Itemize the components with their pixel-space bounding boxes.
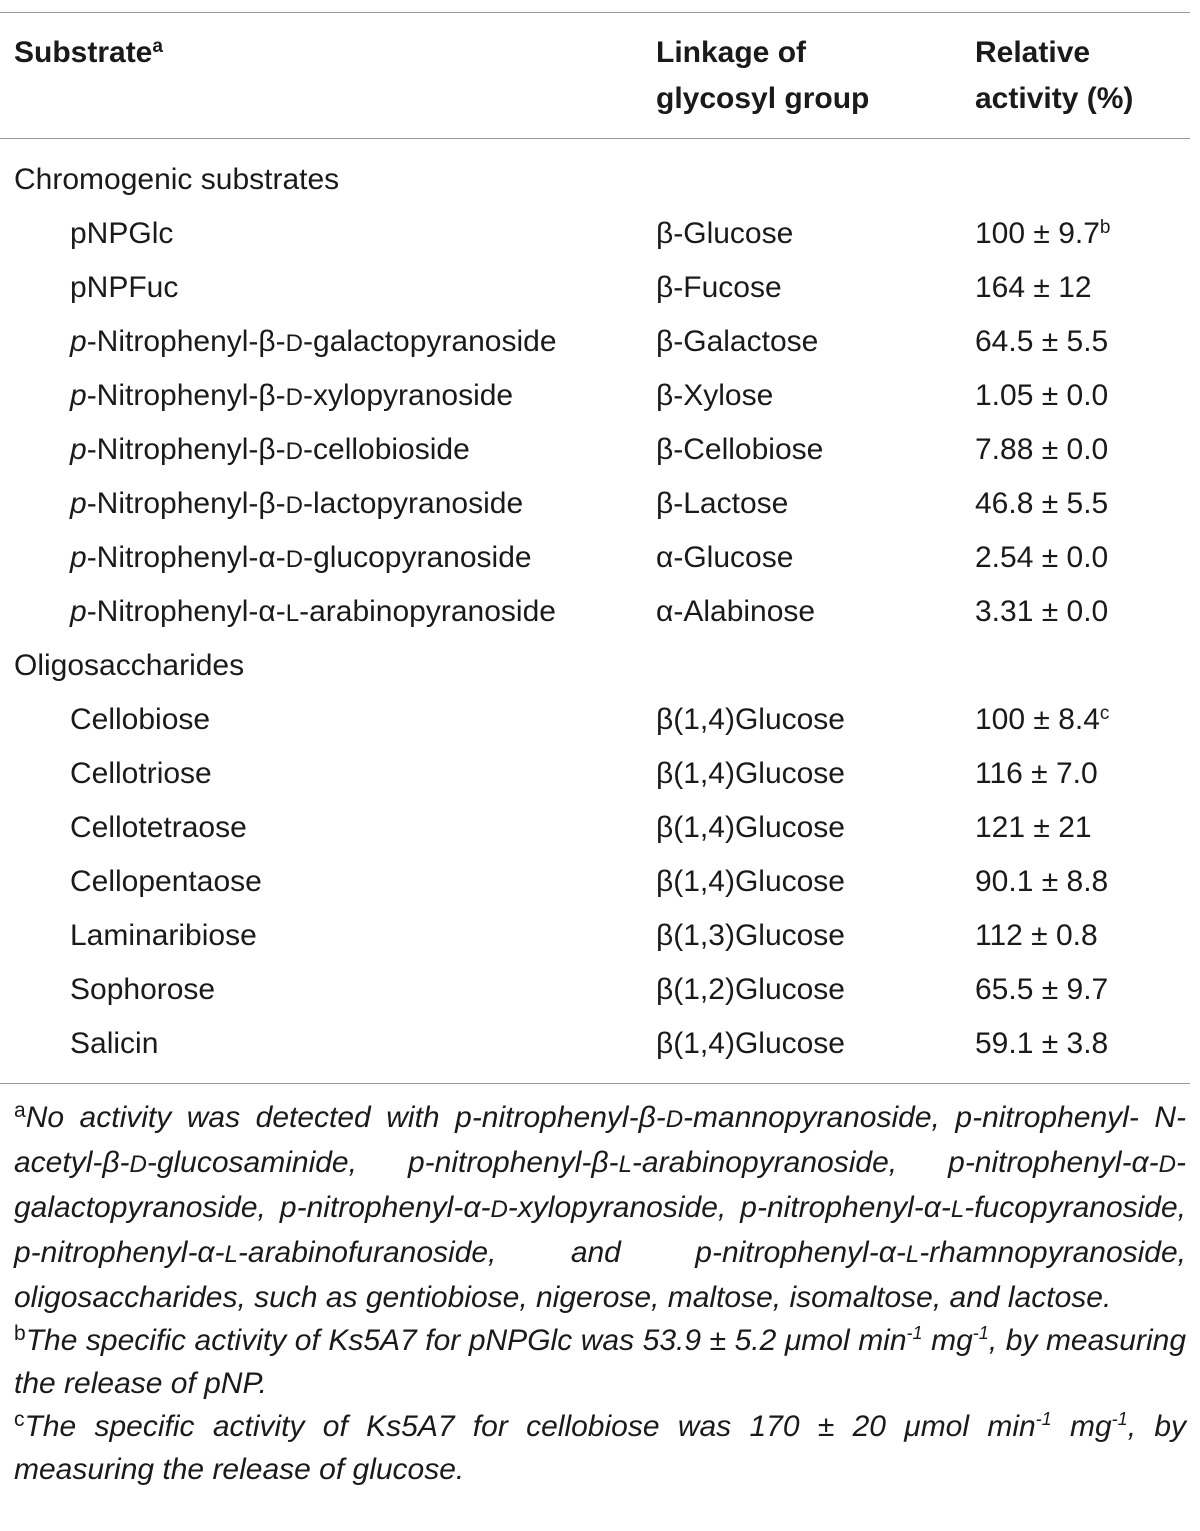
substrate-cell: Sophorose xyxy=(70,973,216,1006)
table-row xyxy=(0,261,1190,315)
substrate-prefix: p xyxy=(70,487,87,520)
table-row xyxy=(0,369,1190,423)
table-row xyxy=(0,855,1190,909)
configuration-letter: D xyxy=(285,384,304,411)
configuration-letter: D xyxy=(285,330,304,357)
footnote-a: $^a$No activity was detected with p-nitrophenyl-β-D-mannopyranoside, p-nitrophenyl- N-acetyl-β-D-glucosaminide, p-nitrophenyl-β-L-arabinopyranoside, p-nitrophenyl-α-D-galactopyranoside, p-nitrophenyl-α-D-xylopyranoside, p-nitrophenyl-α-L-fucopyranoside, p-nitrophenyl-α-L-arabinofuranoside, and p-nitrophenyl-α-L-rhamnopyranoside, oligosaccharides, such as gentiobiose, nigerose, maltose, isomaltose, and lactose. xyxy=(14,1099,1187,1314)
configuration-letter: D xyxy=(665,1106,684,1133)
superscript: -1 xyxy=(906,1323,923,1343)
linkage-cell: β-Fucose xyxy=(656,271,782,304)
linkage-cell: β(1,4)Glucose xyxy=(656,757,845,790)
section-row xyxy=(0,153,1190,207)
activity-cell: 2.54 ± 0.0 xyxy=(975,541,1109,574)
activity-cell: 100 ± 9.7$^b$ xyxy=(975,217,1111,250)
section-row xyxy=(0,639,1190,693)
linkage-cell: β(1,4)Glucose xyxy=(656,811,845,844)
activity-cell: 65.5 ± 9.7 xyxy=(975,973,1109,1006)
activity-cell: 116 ± 7.0 xyxy=(975,757,1098,790)
linkage-cell: α-Alabinose xyxy=(656,595,816,628)
footnote-c: $^c$The specific activity of Ks5A7 for cellobiose was 170 ± 20 μmol $\min^{-1} mg^{-1}$, by measuring the release of glucose. xyxy=(14,1408,1187,1486)
substrate-cell: p-Nitrophenyl-β-D-galactopyranoside xyxy=(70,325,557,358)
activity-cell: 64.5 ± 5.5 xyxy=(975,325,1109,358)
bottom-rule xyxy=(0,1083,1190,1084)
linkage-cell: β-Glucose xyxy=(656,217,794,250)
header-activity: Relative activity (%) xyxy=(975,36,1134,115)
substrate-prefix: p xyxy=(70,595,87,628)
superscript: -1 xyxy=(1035,1409,1052,1429)
activity-cell: 46.8 ± 5.5 xyxy=(975,487,1109,520)
linkage-cell: β-Galactose xyxy=(656,325,819,358)
activity-cell: 121 ± 21 xyxy=(975,811,1092,844)
activity-cell: 3.31 ± 0.0 xyxy=(975,595,1109,628)
top-rule xyxy=(0,12,1190,13)
section-title: Oligosaccharides xyxy=(14,649,245,682)
linkage-cell: α-Glucose xyxy=(656,541,794,574)
configuration-letter: D xyxy=(490,1196,508,1223)
footnotes xyxy=(14,1096,1186,1491)
header-substrate-footnote-mark: a xyxy=(152,36,163,57)
configuration-letter: D xyxy=(129,1151,147,1178)
activity-cell: 1.05 ± 0.0 xyxy=(975,379,1109,412)
linkage-cell: β-Xylose xyxy=(656,379,774,412)
configuration-letter: L xyxy=(285,600,300,627)
substrate-cell: pNPGlc xyxy=(70,217,174,250)
superscript: -1 xyxy=(1111,1409,1128,1429)
substrate-cell: p-Nitrophenyl-β-D-lactopyranoside xyxy=(70,487,524,520)
linkage-cell: β-Lactose xyxy=(656,487,789,520)
footnote-b: $^b$The specific activity of Ks5A7 for pNPGlc was 53.9 ± 5.2 μmol $\min^{-1} mg^{-1}$, by measuring the release of pNP. xyxy=(14,1322,1187,1400)
table-row xyxy=(0,801,1190,855)
substrate-prefix: p xyxy=(70,379,87,412)
table-row xyxy=(0,315,1190,369)
activity-cell: 59.1 ± 3.8 xyxy=(975,1027,1109,1060)
linkage-cell: β(1,3)Glucose xyxy=(656,919,845,952)
linkage-cell: β(1,4)Glucose xyxy=(656,865,845,898)
configuration-letter: L xyxy=(618,1151,632,1178)
table-row xyxy=(0,909,1190,963)
substrate-cell: Cellopentaose xyxy=(70,865,262,898)
header-rule xyxy=(0,138,1190,139)
activity-cell: 112 ± 0.8 xyxy=(975,919,1098,952)
substrate-cell: p-Nitrophenyl-β-D-cellobioside xyxy=(70,433,470,466)
table-row xyxy=(0,1017,1190,1071)
footnote-mark: c xyxy=(14,1408,25,1431)
footnote-mark: b xyxy=(14,1322,26,1345)
activity-cell: 7.88 ± 0.0 xyxy=(975,433,1109,466)
table-body xyxy=(0,153,1190,1071)
superscript: -1 xyxy=(972,1323,989,1343)
table-row xyxy=(0,693,1190,747)
footnote-mark: c xyxy=(1099,703,1110,724)
substrate-prefix: p xyxy=(70,541,87,574)
substrate-cell: Cellobiose xyxy=(70,703,211,736)
table-row xyxy=(0,207,1190,261)
table-row xyxy=(0,531,1190,585)
substrate-cell: p-Nitrophenyl-α-L-arabinopyranoside xyxy=(70,595,556,628)
table-row xyxy=(0,423,1190,477)
substrate-prefix: p xyxy=(70,325,87,358)
header-substrate: Substrate$^a$ xyxy=(14,36,163,69)
substrate-prefix: p xyxy=(70,433,87,466)
configuration-letter: L xyxy=(950,1196,965,1223)
activity-cell: 90.1 ± 8.8 xyxy=(975,865,1109,898)
activity-cell: 100 ± 8.4$^c$ xyxy=(975,703,1110,736)
table-row xyxy=(0,585,1190,639)
substrate-cell: p-Nitrophenyl-β-D-xylopyranoside xyxy=(70,379,514,412)
footnote-mark: a xyxy=(14,1099,26,1122)
substrate-cell: p-Nitrophenyl-α-D-glucopyranoside xyxy=(70,541,532,574)
linkage-cell: β(1,4)Glucose xyxy=(656,703,845,736)
table-row xyxy=(0,477,1190,531)
substrate-cell: Salicin xyxy=(70,1027,159,1060)
configuration-letter: L xyxy=(905,1241,920,1268)
header-linkage: Linkage of glycosyl group xyxy=(656,36,870,115)
linkage-cell: β(1,4)Glucose xyxy=(656,1027,845,1060)
footnote-mark: b xyxy=(1099,217,1111,238)
substrate-cell: Cellotetraose xyxy=(70,811,247,844)
configuration-letter: D xyxy=(285,546,304,573)
configuration-letter: L xyxy=(224,1241,238,1268)
activity-cell: 164 ± 12 xyxy=(975,271,1092,304)
table-row xyxy=(0,963,1190,1017)
substrate-cell: Laminaribiose xyxy=(70,919,257,952)
substrate-cell: Cellotriose xyxy=(70,757,212,790)
configuration-letter: D xyxy=(285,492,304,519)
table-row xyxy=(0,747,1190,801)
configuration-letter: D xyxy=(285,438,304,465)
configuration-letter: D xyxy=(1158,1151,1177,1178)
section-title: Chromogenic substrates xyxy=(14,163,340,196)
linkage-cell: β(1,2)Glucose xyxy=(656,973,845,1006)
substrate-cell: pNPFuc xyxy=(70,271,179,304)
linkage-cell: β-Cellobiose xyxy=(656,433,824,466)
